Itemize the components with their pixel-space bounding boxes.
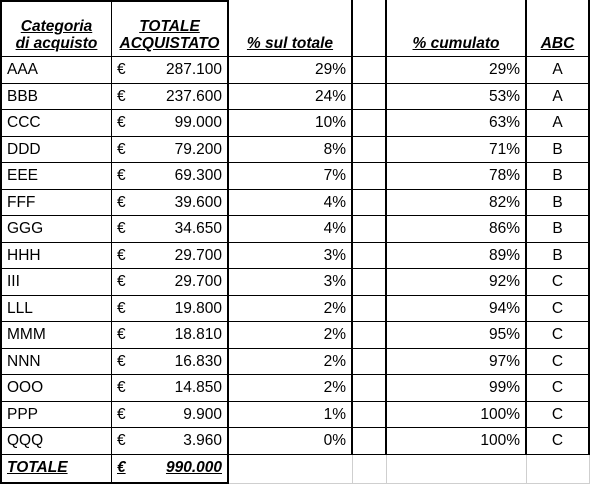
perc-cumulative-cell: 53%: [387, 84, 527, 111]
separator-cell: [353, 190, 387, 217]
amount-value: 14.850: [174, 379, 222, 397]
header-categoria-line1: Categoria: [20, 17, 93, 35]
perc-total-cell: 3%: [229, 243, 353, 270]
currency-symbol: €: [117, 87, 126, 105]
abc-class-cell: A: [527, 57, 590, 84]
perc-cumulative-cell: 97%: [387, 349, 527, 376]
perc-total-cell: 29%: [229, 57, 353, 84]
perc-cumulative-cell: 100%: [387, 402, 527, 429]
category-cell: PPP: [0, 402, 112, 429]
empty-cell: [229, 455, 353, 484]
separator-cell: [353, 243, 387, 270]
header-abc-text: ABC: [540, 34, 575, 52]
amount-cell: [112, 137, 229, 164]
perc-cumulative-cell: 95%: [387, 322, 527, 349]
header-perc-totale: [229, 0, 353, 57]
currency-symbol: €: [117, 352, 126, 370]
amount-cell: [112, 216, 229, 243]
category-cell: NNN: [0, 349, 112, 376]
header-totale-line1: TOTALE: [139, 17, 200, 35]
perc-total-cell: 2%: [229, 296, 353, 323]
currency-symbol: €: [117, 432, 126, 450]
perc-total-cell: 4%: [229, 216, 353, 243]
perc-total-cell: 3%: [229, 269, 353, 296]
category-cell: HHH: [0, 243, 112, 270]
amount-value: 18.810: [174, 326, 222, 344]
header-totale-line2: ACQUISTATO: [119, 34, 220, 52]
category-cell: CCC: [0, 110, 112, 137]
abc-class-cell: C: [527, 269, 590, 296]
amount-value: 29.700: [174, 246, 222, 264]
amount-cell: [112, 375, 229, 402]
amount-value: 39.600: [174, 193, 222, 211]
header-perc-totale-text: % sul totale: [246, 34, 334, 52]
perc-cumulative-cell: 92%: [387, 269, 527, 296]
currency-symbol: €: [117, 246, 126, 264]
perc-cumulative-cell: 89%: [387, 243, 527, 270]
amount-cell: [112, 322, 229, 349]
amount-value: 16.830: [174, 352, 222, 370]
category-cell: OOO: [0, 375, 112, 402]
separator-cell: [353, 402, 387, 429]
amount-cell: [112, 402, 229, 429]
perc-total-cell: 10%: [229, 110, 353, 137]
amount-value: 9.900: [183, 405, 222, 423]
currency-symbol: €: [117, 61, 126, 79]
separator-cell: [353, 216, 387, 243]
header-categoria-line2: di acquisto: [15, 34, 98, 52]
currency-symbol: €: [117, 220, 126, 238]
header-totale-acquistato: [112, 0, 229, 57]
total-amount-cell: [112, 455, 229, 484]
abc-class-cell: A: [527, 84, 590, 111]
header-categoria: [0, 0, 112, 57]
amount-cell: [112, 84, 229, 111]
currency-symbol: €: [117, 379, 126, 397]
amount-cell: [112, 428, 229, 455]
separator-cell: [353, 163, 387, 190]
amount-value: 287.100: [165, 61, 222, 79]
abc-class-cell: B: [527, 137, 590, 164]
perc-total-cell: 8%: [229, 137, 353, 164]
abc-class-cell: B: [527, 243, 590, 270]
perc-total-cell: 7%: [229, 163, 353, 190]
amount-value: 99.000: [174, 114, 222, 132]
amount-value: 79.200: [174, 140, 222, 158]
separator-cell: [353, 84, 387, 111]
currency-symbol: €: [117, 193, 126, 211]
abc-class-cell: C: [527, 322, 590, 349]
perc-total-cell: 2%: [229, 322, 353, 349]
total-label-cell: TOTALE: [0, 455, 112, 484]
abc-class-cell: C: [527, 296, 590, 323]
abc-class-cell: B: [527, 216, 590, 243]
currency-symbol: €: [117, 273, 126, 291]
amount-value: 3.960: [183, 432, 222, 450]
category-cell: FFF: [0, 190, 112, 217]
separator-cell: [353, 428, 387, 455]
perc-total-cell: 2%: [229, 375, 353, 402]
perc-total-cell: 24%: [229, 84, 353, 111]
header-abc: [527, 0, 590, 57]
currency-symbol: €: [117, 114, 126, 132]
empty-cell: [387, 455, 527, 484]
total-currency-symbol: €: [117, 459, 126, 477]
perc-cumulative-cell: 86%: [387, 216, 527, 243]
abc-class-cell: C: [527, 349, 590, 376]
separator-cell: [353, 110, 387, 137]
abc-class-cell: B: [527, 163, 590, 190]
separator-cell: [353, 57, 387, 84]
amount-cell: [112, 243, 229, 270]
header-perc-cumulato: [387, 0, 527, 57]
category-cell: BBB: [0, 84, 112, 111]
currency-symbol: €: [117, 326, 126, 344]
amount-value: 29.700: [174, 273, 222, 291]
header-perc-cumulato-text: % cumulato: [412, 34, 500, 52]
perc-total-cell: 0%: [229, 428, 353, 455]
amount-value: 34.650: [174, 220, 222, 238]
category-cell: LLL: [0, 296, 112, 323]
amount-cell: [112, 296, 229, 323]
perc-total-cell: 4%: [229, 190, 353, 217]
amount-value: 237.600: [165, 87, 222, 105]
total-amount-value: 990.000: [165, 459, 222, 477]
currency-symbol: €: [117, 405, 126, 423]
separator-column-header: [353, 0, 387, 57]
abc-class-cell: C: [527, 375, 590, 402]
separator-cell: [353, 269, 387, 296]
category-cell: DDD: [0, 137, 112, 164]
currency-symbol: €: [117, 140, 126, 158]
abc-class-cell: C: [527, 428, 590, 455]
perc-total-cell: 1%: [229, 402, 353, 429]
category-cell: QQQ: [0, 428, 112, 455]
abc-class-cell: A: [527, 110, 590, 137]
amount-cell: [112, 190, 229, 217]
perc-cumulative-cell: 99%: [387, 375, 527, 402]
perc-cumulative-cell: 78%: [387, 163, 527, 190]
abc-class-cell: B: [527, 190, 590, 217]
separator-cell: [353, 296, 387, 323]
separator-cell: [353, 349, 387, 376]
perc-total-cell: 2%: [229, 349, 353, 376]
amount-cell: [112, 57, 229, 84]
perc-cumulative-cell: 82%: [387, 190, 527, 217]
perc-cumulative-cell: 94%: [387, 296, 527, 323]
perc-cumulative-cell: 71%: [387, 137, 527, 164]
category-cell: EEE: [0, 163, 112, 190]
category-cell: AAA: [0, 57, 112, 84]
perc-cumulative-cell: 100%: [387, 428, 527, 455]
category-cell: GGG: [0, 216, 112, 243]
separator-cell: [353, 137, 387, 164]
category-cell: III: [0, 269, 112, 296]
currency-symbol: €: [117, 299, 126, 317]
amount-value: 19.800: [174, 299, 222, 317]
amount-value: 69.300: [174, 167, 222, 185]
category-cell: MMM: [0, 322, 112, 349]
empty-cell: [353, 455, 387, 484]
amount-cell: [112, 110, 229, 137]
separator-cell: [353, 375, 387, 402]
abc-class-cell: C: [527, 402, 590, 429]
perc-cumulative-cell: 29%: [387, 57, 527, 84]
separator-cell: [353, 322, 387, 349]
currency-symbol: €: [117, 167, 126, 185]
amount-cell: [112, 269, 229, 296]
amount-cell: [112, 349, 229, 376]
empty-cell: [527, 455, 590, 484]
perc-cumulative-cell: 63%: [387, 110, 527, 137]
amount-cell: [112, 163, 229, 190]
